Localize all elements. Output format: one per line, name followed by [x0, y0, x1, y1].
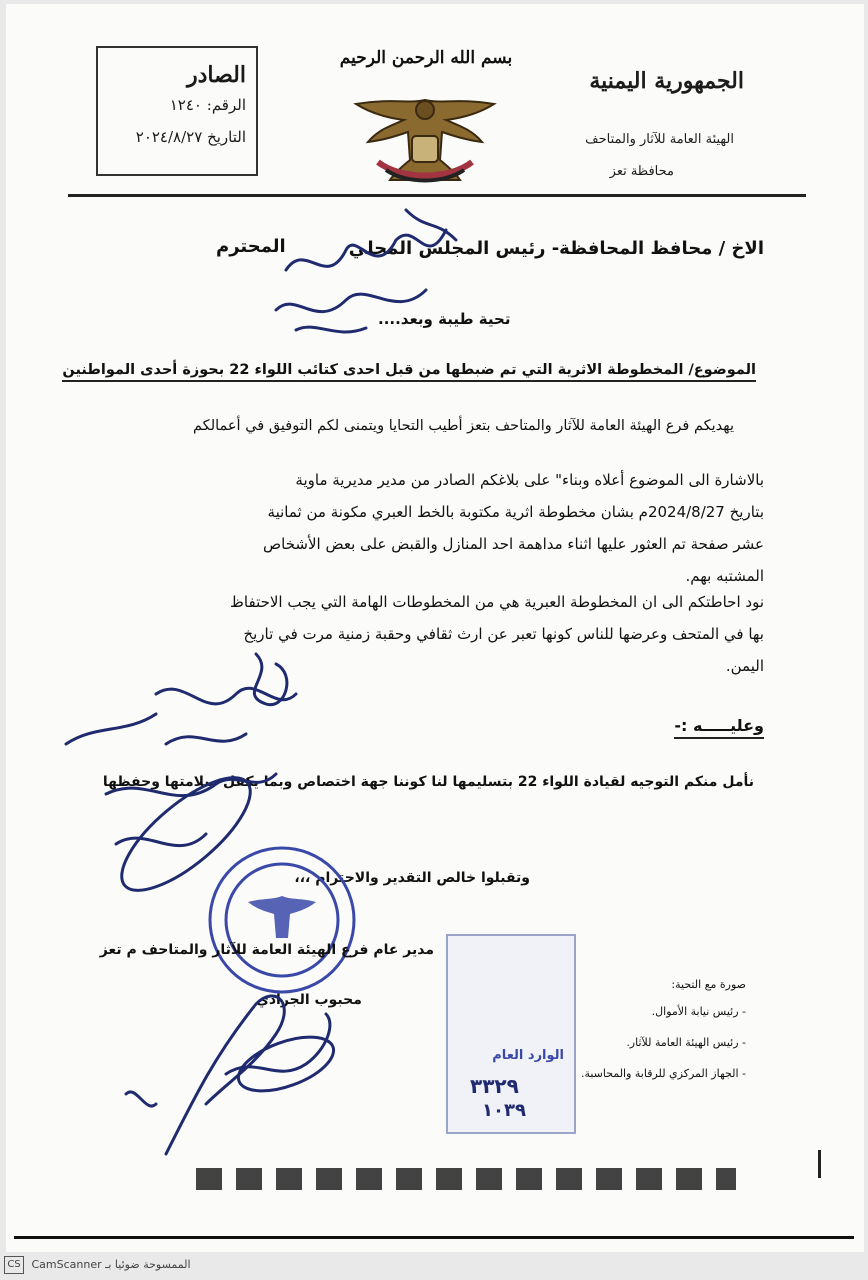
greeting: تحية طيبة وبعد.... — [378, 310, 511, 328]
signer-name: محبوب الجرادي — [256, 992, 362, 1008]
authority-name: الهيئة العامة للآثار والمتاحف — [585, 132, 734, 147]
handwritten-signature — [106, 964, 366, 1164]
camscanner-watermark: CS CamScanner الممسوحة ضوئيا بـ — [4, 1256, 191, 1274]
letter-page — [6, 4, 864, 1252]
therefore-heading: وعليـــــه :- — [674, 716, 764, 739]
copies-block — [581, 978, 746, 1080]
request-line: نأمل منكم التوجيه لقيادة اللواء 22 بتسليمها لنا كوننا جهة اختصاص وبما يكفل سلامتها وحفظها — [102, 774, 754, 790]
reference-number: الرقم: ١٢٤٠ — [169, 96, 246, 114]
paragraph-2: نود احاطتكم الى ان المخطوطة العبرية هي من المخطوطات الهامة التي يجب الاحتفاظ بها في المتحف وعرضها للناس كونها تعبر عن ارث ثقافي وحقبة زمنية مرت في تاريخ اليمن. — [230, 593, 764, 675]
country-name: الجمهورية اليمنية — [589, 68, 744, 94]
registry-number: ٣٣٢٩ — [470, 1074, 519, 1098]
copies-item: - رئيس نيابة الأموال. — [651, 1005, 746, 1018]
scan-edge-line — [14, 1236, 854, 1239]
copies-item: - رئيس الهيئة العامة للآثار. — [626, 1036, 746, 1049]
basmala: بسم الله الرحمن الرحيم — [339, 48, 513, 68]
addressee: الاخ / محافظ المحافظة- رئيس المجلس المحلي — [348, 238, 764, 259]
signer-title: مدير عام فرع الهيئة العامة للآثار والمتاحف م تعز — [99, 942, 434, 958]
copies-item: - الجهاز المركزي للرقابة والمحاسبة. — [580, 1067, 746, 1080]
registry-office: الوارد العام — [492, 1048, 564, 1063]
cut-off-footer-text — [196, 1168, 736, 1190]
reference-box — [96, 46, 258, 176]
branch-name: محافظة تعز — [609, 164, 674, 179]
copies-heading: صورة مع التحية: — [671, 978, 746, 991]
reference-title: الصادر — [186, 62, 246, 88]
margin-mark — [818, 1150, 821, 1178]
paragraph-1: بالاشارة الى الموضوع أعلاه وبناء" على بلاغكم الصادر من مدير مديرية ماوية بتاريخ 2024/8/27م بشان مخطوطة اثرية مكتوبة بالخط العبري مكونة من ثمانية عشر صفحة تم العثور عليها اثناء مداهمة احد المنازل والقبض على بعض الأشخاص المشتبه بهم. — [263, 471, 764, 585]
closing-line: وتقبلوا خالص التقدير والاحترام ،،، — [294, 870, 530, 886]
handwritten-annotation-top — [256, 200, 476, 350]
intro-line: يهديكم فرع الهيئة العامة للآثار والمتاحف بتعز أطيب التحايا ويتمنى لكم التوفيق في أعمالكم — [193, 418, 734, 434]
camscanner-logo-icon: CS — [4, 1256, 24, 1274]
subject-line: الموضوع/ المخطوطة الاثرية التي تم ضبطها من قبل احدى كتائب اللواء 22 بحوزة أحدى المواطنين — [62, 362, 756, 382]
registry-stamp — [446, 934, 576, 1134]
reference-date: التاريخ ٢٠٢٤/٨/٢٧ — [135, 128, 246, 146]
republic-eagle-emblem-icon — [350, 90, 500, 186]
honorific: المحترم — [216, 236, 286, 257]
registry-number-2: ١٠٣٩ — [482, 1100, 526, 1121]
header-divider — [68, 194, 806, 197]
